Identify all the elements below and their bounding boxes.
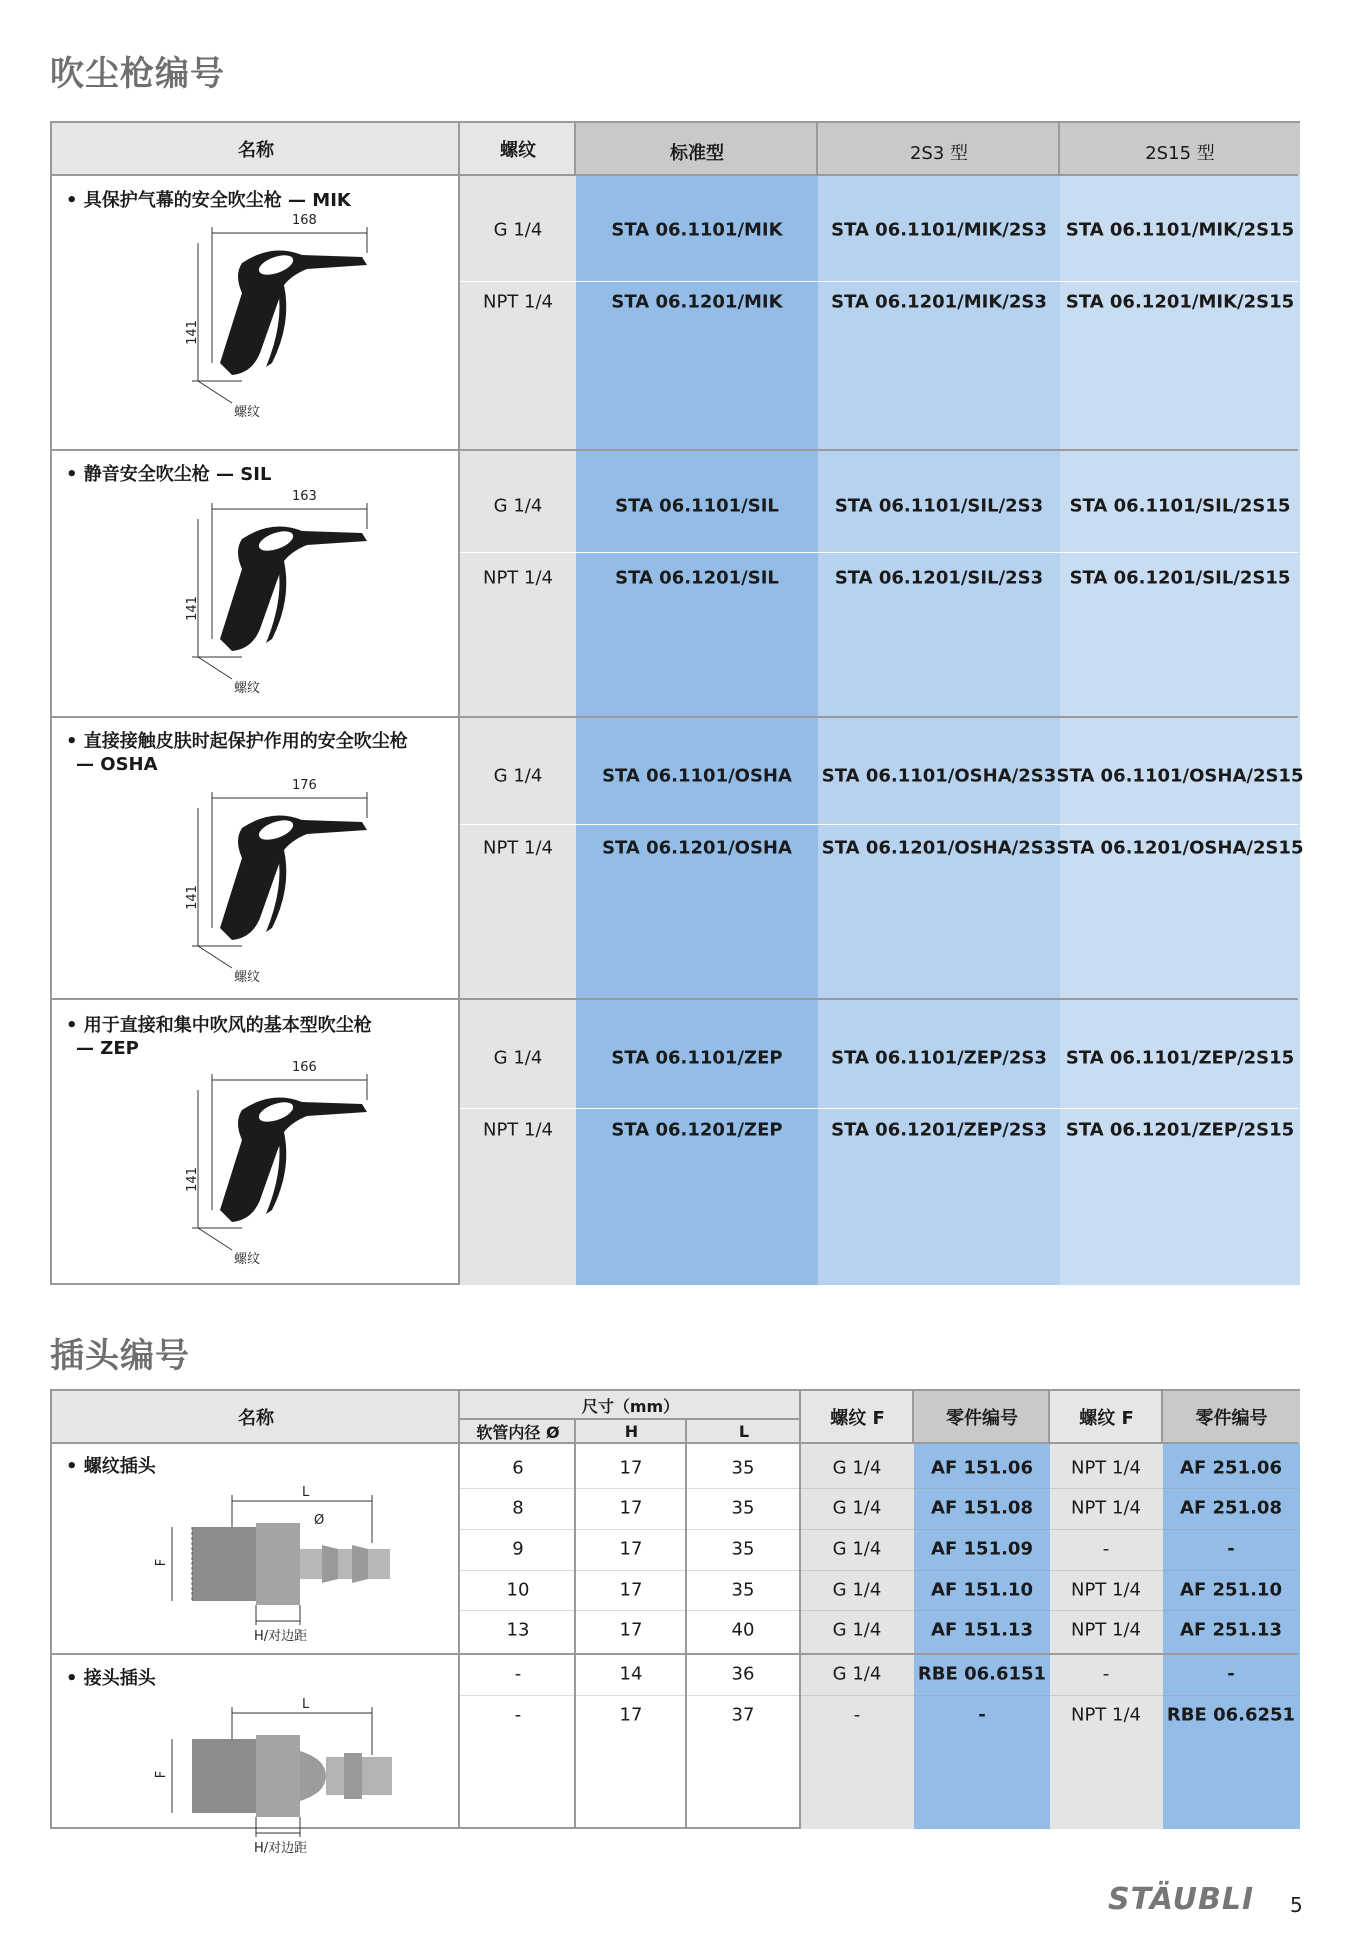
product-name-suffix: — OSHA	[76, 754, 158, 775]
product-name: • 用于直接和集中吹风的基本型吹尘枪	[66, 1015, 372, 1036]
plug-cell-d: 10	[506, 1579, 530, 1601]
row-separator	[460, 1610, 1300, 1611]
header-l: L	[687, 1419, 801, 1443]
plug-cell-tf: -	[853, 1704, 861, 1726]
s15-column-bg	[1060, 175, 1300, 1285]
blowgun-drawing	[172, 1060, 432, 1270]
plug-cell-d: 9	[512, 1538, 524, 1560]
plug-cell-h: 17	[619, 1619, 643, 1641]
order-code-standard: STA 06.1101/MIK	[611, 219, 783, 241]
dimension-hex: H/对边距	[254, 1841, 308, 1856]
plug-cell-h: 14	[619, 1663, 643, 1685]
dimension-l: L	[302, 1697, 310, 1712]
plug-cell-tf: G 1/4	[832, 1619, 882, 1641]
order-code-s3: STA 06.1101/MIK/2S3	[831, 219, 1047, 241]
plug-type-name: • 螺纹插头	[66, 1456, 156, 1477]
plug-cell-p: RBE 06.6151	[917, 1663, 1047, 1685]
header-thread: 螺纹	[460, 123, 576, 175]
order-code-s3: STA 06.1201/ZEP/2S3	[831, 1119, 1047, 1141]
thread-callout: 螺纹	[234, 1252, 261, 1267]
header-part-no-2: 零件编号	[1163, 1391, 1300, 1443]
product-name: • 具保护气幕的安全吹尘枪 — MIK	[66, 190, 351, 211]
header-part-no: 零件编号	[914, 1391, 1050, 1443]
order-code-standard: STA 06.1201/MIK	[611, 291, 783, 313]
product-name: • 静音安全吹尘枪 — SIL	[66, 464, 272, 485]
plug-cell-tf2: NPT 1/4	[1070, 1457, 1142, 1479]
order-code-s15: STA 06.1201/SIL/2S15	[1069, 567, 1291, 589]
order-code-standard: STA 06.1201/OSHA	[602, 837, 792, 859]
plug-cell-p2: AF 251.13	[1180, 1619, 1282, 1641]
thread-column-bg	[460, 175, 576, 1285]
row-separator	[460, 1488, 1300, 1489]
plug-cell-p: -	[978, 1704, 986, 1726]
header-name: 名称	[52, 1391, 460, 1443]
blowgun-table	[50, 121, 1304, 1285]
thread-size: NPT 1/4	[482, 1119, 554, 1141]
order-code-s15: STA 06.1201/OSHA/2S15	[1056, 837, 1304, 859]
header-name: 名称	[52, 123, 460, 175]
dimension-width: 176	[292, 778, 317, 793]
plug-cell-d: 13	[506, 1619, 530, 1641]
plug-cell-tf: G 1/4	[832, 1663, 882, 1685]
plug-table	[50, 1389, 1300, 1856]
dimension-width: 163	[292, 489, 317, 504]
dimension-diameter: Ø	[314, 1513, 325, 1528]
s3-column-bg	[818, 175, 1060, 1285]
plug-cell-p2: AF 251.06	[1180, 1457, 1282, 1479]
plug-cell-h: 17	[619, 1704, 643, 1726]
header-thread-f2: 螺纹 F	[1050, 1391, 1163, 1443]
standard-column-bg	[576, 175, 818, 1285]
plug-cell-tf: G 1/4	[832, 1538, 882, 1560]
order-code-s15: STA 06.1201/ZEP/2S15	[1065, 1119, 1295, 1141]
dimension-hex: H/对边距	[254, 1629, 308, 1644]
plug-cell-l: 35	[731, 1538, 755, 1560]
order-code-s3: STA 06.1201/SIL/2S3	[834, 567, 1044, 589]
order-code-s3: STA 06.1101/ZEP/2S3	[831, 1047, 1047, 1069]
header-2s15: 2S15 型	[1060, 123, 1300, 175]
row-separator	[460, 1570, 1300, 1571]
plug-cell-d: 8	[512, 1497, 524, 1519]
thread-size: G 1/4	[493, 1047, 543, 1069]
dimension-l: L	[302, 1485, 310, 1500]
row-separator	[460, 1695, 1300, 1696]
header-size: 尺寸（mm）	[460, 1391, 801, 1419]
plug-cell-p2: RBE 06.6251	[1166, 1704, 1296, 1726]
dimension-width: 168	[292, 213, 317, 228]
plug-cell-d: 6	[512, 1457, 524, 1479]
plug-cell-p2: -	[1227, 1663, 1235, 1685]
product-name: • 直接接触皮肤时起保护作用的安全吹尘枪	[66, 731, 408, 752]
plug-cell-p: AF 151.06	[931, 1457, 1033, 1479]
plug-cell-p: AF 151.08	[931, 1497, 1033, 1519]
plug-cell-tf2: NPT 1/4	[1070, 1579, 1142, 1601]
dimension-height: 141	[184, 596, 200, 621]
order-code-s3: STA 06.1101/OSHA/2S3	[821, 765, 1057, 787]
product-name-suffix: — ZEP	[76, 1038, 139, 1059]
thread-size: NPT 1/4	[482, 837, 554, 859]
plug-cell-tf2: -	[1102, 1538, 1110, 1560]
plug-cell-p2: AF 251.08	[1180, 1497, 1282, 1519]
plug-cell-l: 40	[731, 1619, 755, 1641]
plug-cell-l: 36	[731, 1663, 755, 1685]
section-title-plugs: 插头编号	[50, 1336, 190, 1376]
plug-cell-tf: G 1/4	[832, 1457, 882, 1479]
plug-cell-l: 35	[731, 1497, 755, 1519]
plug-cell-p: AF 151.10	[931, 1579, 1033, 1601]
order-code-standard: STA 06.1101/OSHA	[602, 765, 792, 787]
header-standard: 标准型	[576, 123, 818, 175]
dimension-height: 141	[184, 885, 200, 910]
plug-cell-tf2: NPT 1/4	[1070, 1497, 1142, 1519]
header-hose-id: 软管内径 Ø	[460, 1419, 576, 1443]
page-number: 5	[1290, 1893, 1303, 1917]
order-code-s3: STA 06.1201/OSHA/2S3	[821, 837, 1057, 859]
header-2s3: 2S3 型	[818, 123, 1060, 175]
blowgun-drawing	[172, 778, 432, 988]
order-code-standard: STA 06.1201/ZEP	[611, 1119, 783, 1141]
order-code-s3: STA 06.1101/SIL/2S3	[834, 495, 1044, 517]
blowgun-drawing	[172, 213, 432, 423]
thread-callout: 螺纹	[234, 970, 261, 985]
order-code-s15: STA 06.1101/OSHA/2S15	[1056, 765, 1304, 787]
order-code-s3: STA 06.1201/MIK/2S3	[831, 291, 1047, 313]
plug-cell-d: -	[514, 1704, 522, 1726]
thread-size: NPT 1/4	[482, 567, 554, 589]
thread-size: G 1/4	[493, 495, 543, 517]
dimension-height: 141	[184, 1167, 200, 1192]
plug-cell-tf2: -	[1102, 1663, 1110, 1685]
plug-cell-p2: -	[1227, 1538, 1235, 1560]
plug-cell-h: 17	[619, 1538, 643, 1560]
thread-size: G 1/4	[493, 765, 543, 787]
plug-cell-l: 37	[731, 1704, 755, 1726]
staubli-logo: STÄUBLI	[1108, 1882, 1255, 1917]
plug-cell-p: AF 151.09	[931, 1538, 1033, 1560]
order-code-standard: STA 06.1101/ZEP	[611, 1047, 783, 1069]
plug-cell-tf: G 1/4	[832, 1497, 882, 1519]
plug-cell-p: AF 151.13	[931, 1619, 1033, 1641]
dimension-width: 166	[292, 1060, 317, 1075]
order-code-s15: STA 06.1101/SIL/2S15	[1069, 495, 1291, 517]
dimension-f: F	[154, 1770, 170, 1779]
plug-cell-p2: AF 251.10	[1180, 1579, 1282, 1601]
row-separator	[460, 1529, 1300, 1530]
section-title-blowguns: 吹尘枪编号	[50, 54, 225, 94]
plug-cell-tf2: NPT 1/4	[1070, 1619, 1142, 1641]
plug-cell-tf: G 1/4	[832, 1579, 882, 1601]
thread-size: G 1/4	[493, 219, 543, 241]
plug-cell-h: 17	[619, 1457, 643, 1479]
order-code-s15: STA 06.1101/ZEP/2S15	[1065, 1047, 1295, 1069]
order-code-standard: STA 06.1101/SIL	[615, 495, 779, 517]
order-code-s15: STA 06.1201/MIK/2S15	[1065, 291, 1295, 313]
blowgun-drawing	[172, 489, 432, 699]
header-thread-f: 螺纹 F	[801, 1391, 914, 1443]
dimension-height: 141	[184, 320, 200, 345]
thread-callout: 螺纹	[234, 405, 261, 420]
order-code-s15: STA 06.1101/MIK/2S15	[1065, 219, 1295, 241]
thread-callout: 螺纹	[234, 681, 261, 696]
order-code-standard: STA 06.1201/SIL	[615, 567, 779, 589]
plug-cell-l: 35	[731, 1457, 755, 1479]
plug-cell-l: 35	[731, 1579, 755, 1601]
plug-cell-tf2: NPT 1/4	[1070, 1704, 1142, 1726]
plug-cell-h: 17	[619, 1497, 643, 1519]
plug-type-name: • 接头插头	[66, 1668, 156, 1689]
plug-cell-d: -	[514, 1663, 522, 1685]
thread-size: NPT 1/4	[482, 291, 554, 313]
header-h: H	[576, 1419, 687, 1443]
plug-cell-h: 17	[619, 1579, 643, 1601]
dimension-f: F	[154, 1558, 170, 1567]
